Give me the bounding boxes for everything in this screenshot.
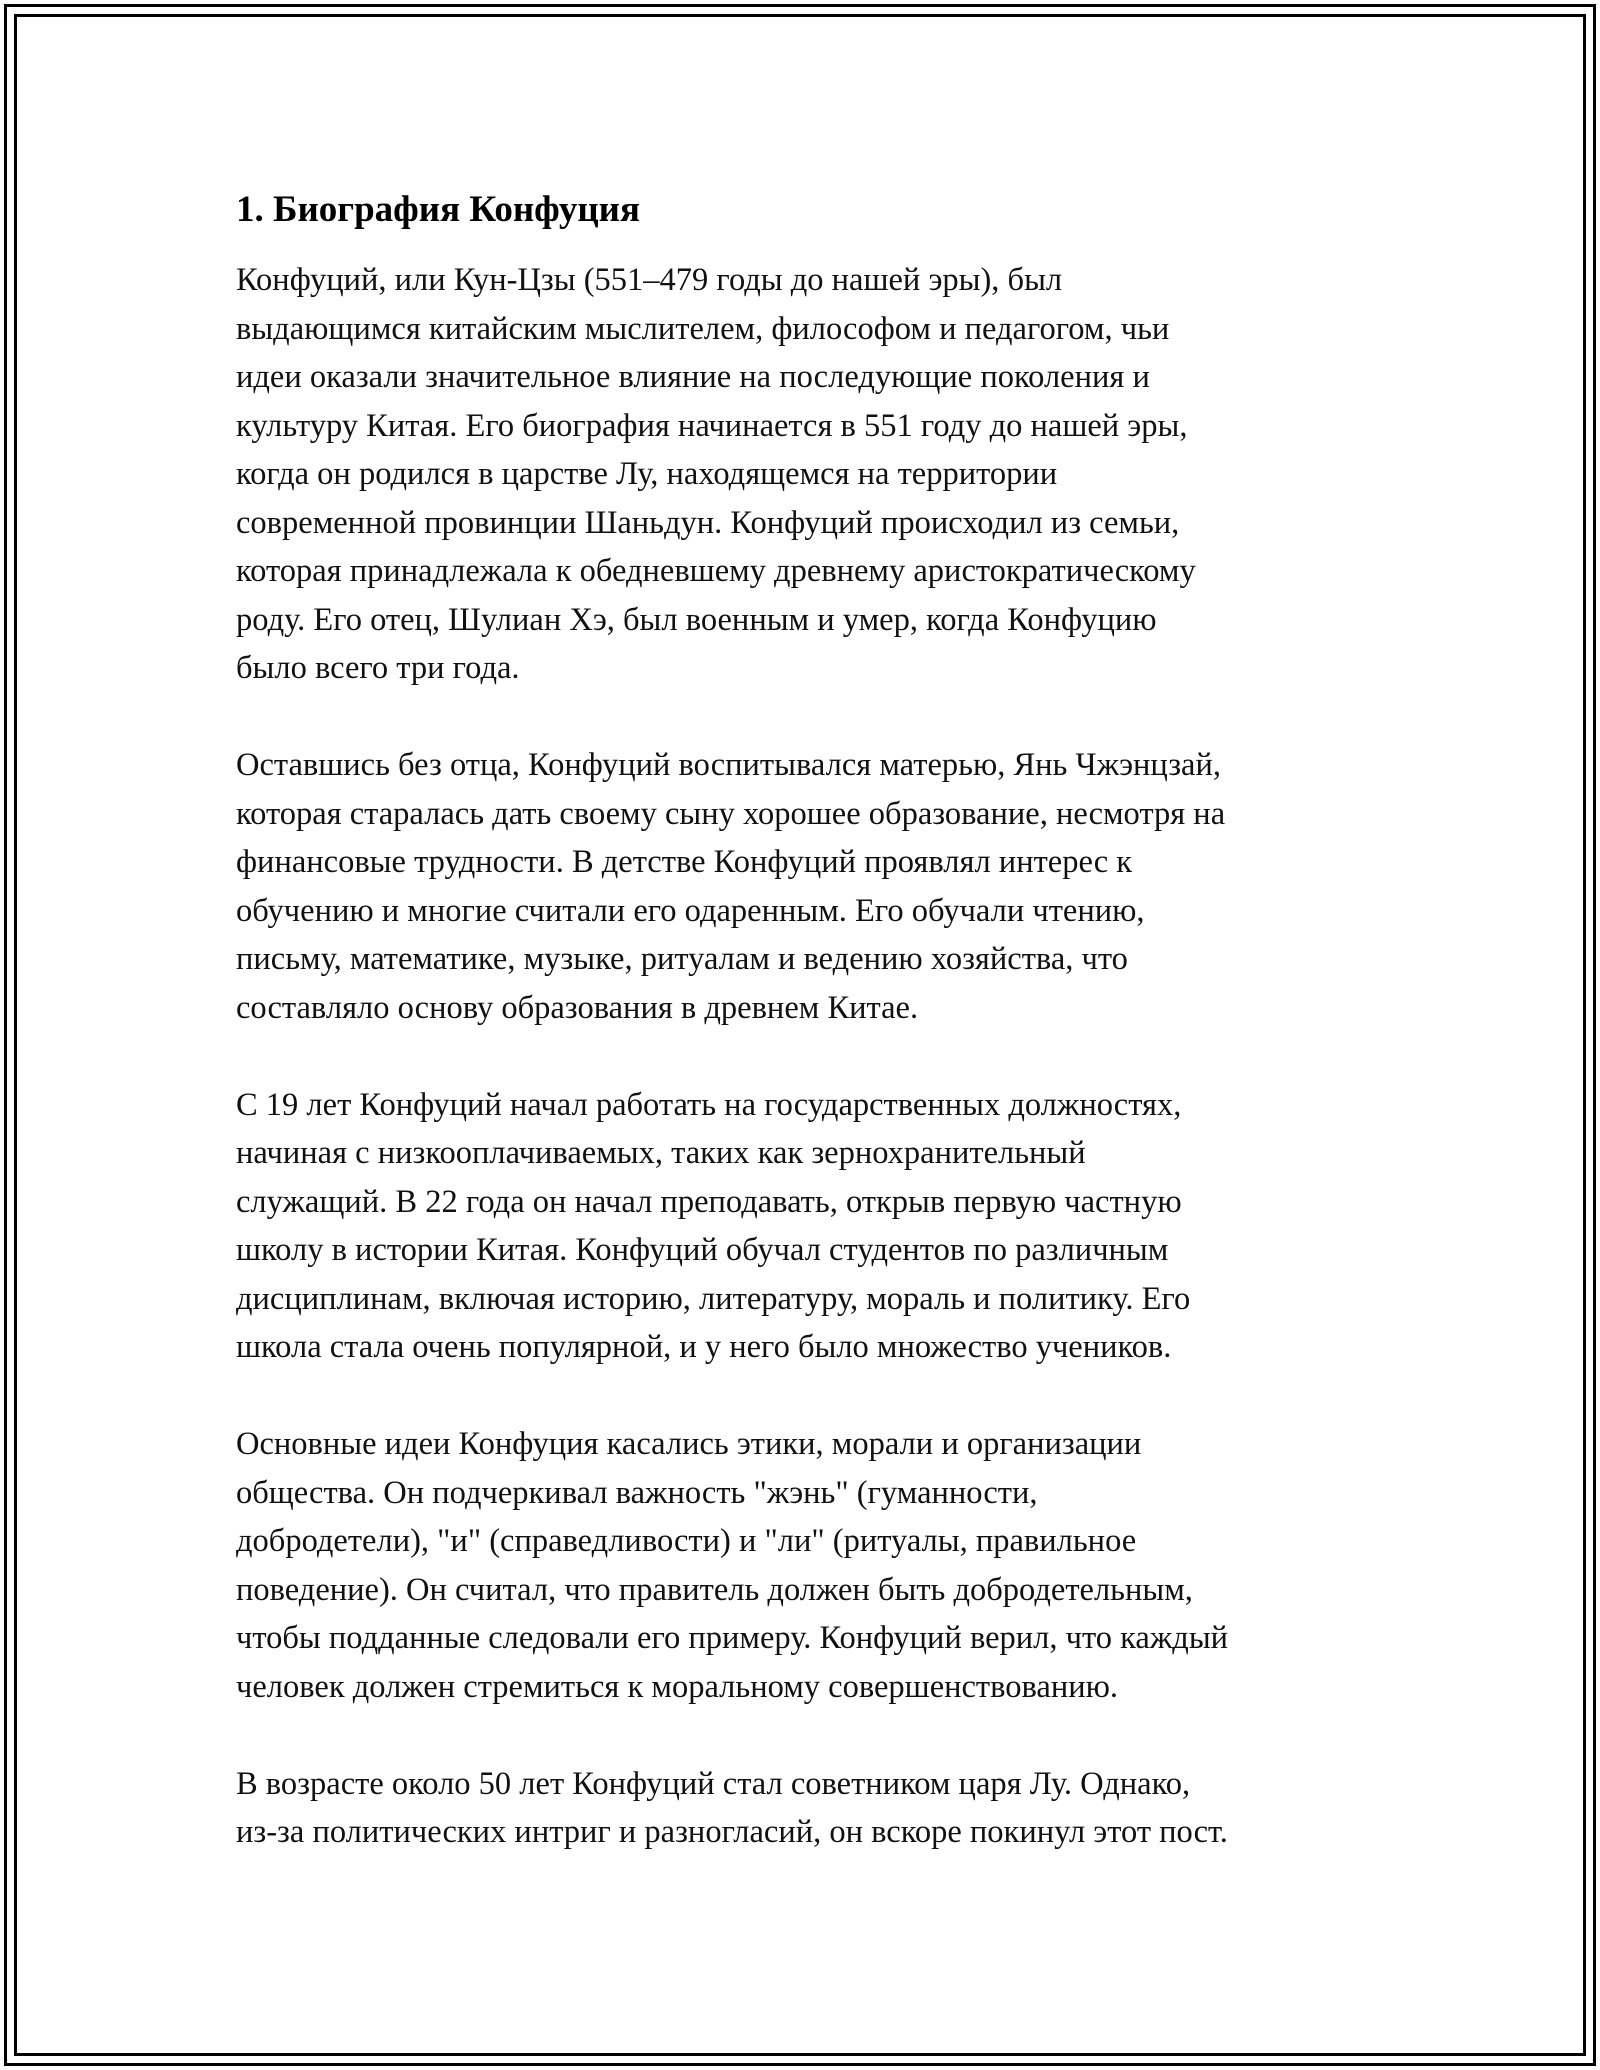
text-line: которая принадлежала к обедневшему древнему аристократическому (236, 553, 1196, 589)
section-heading: 1. Биография Конфуция (236, 189, 640, 230)
paragraph-1 (236, 256, 1376, 693)
text-line: С 19 лет Конфуций начал работать на государственных должностях, (236, 1086, 1182, 1123)
text-line: служащий. В 22 года он начал преподавать, открыв первую частную (236, 1183, 1182, 1220)
text-line: когда он родился в царстве Лу, находящемся на территории (236, 456, 1058, 492)
text-line: школа стала очень популярной, и у него было множество учеников. (236, 1329, 1172, 1365)
text-line: выдающимся китайским мыслителем, философом и педагогом, чьи (236, 310, 1170, 347)
text-line: Основные идеи Конфуция касались этики, морали и организации (236, 1426, 1142, 1462)
text-line: Конфуций, или Кун-Цзы (551–479 годы до нашей эры), был (236, 262, 1063, 298)
text-line: которая старалась дать своему сыну хорошее образование, несмотря на (236, 795, 1226, 832)
paragraph-3 (236, 1081, 1376, 1372)
text-line: из-за политических интриг и разногласий, он вскоре покинул этот пост. (236, 1814, 1228, 1850)
text-line: идеи оказали значительное влияние на последующие поколения и (236, 359, 1150, 395)
text-line: составляло основу образования в древнем Китае. (236, 989, 919, 1026)
text-line: Оставшись без отца, Конфуций воспитывался матерью, Янь Чжэнцзай, (236, 747, 1221, 783)
paragraph-4 (236, 1420, 1376, 1711)
text-line: дисциплинам, включая историю, литературу, мораль и политику. Его (236, 1280, 1191, 1317)
document-body (236, 186, 1376, 1905)
text-line: письму, математике, музыке, ритуалам и ведению хозяйства, что (236, 941, 1128, 977)
text-line: В возрасте около 50 лет Конфуций стал советником царя Лу. Однако, (236, 1765, 1191, 1802)
text-line: чтобы подданные следовали его примеру. Конфуций верил, что каждый (236, 1620, 1229, 1656)
text-line: человек должен стремиться к моральному совершенствованию. (236, 1668, 1119, 1705)
text-line: школу в истории Китая. Конфуций обучал студентов по различным (236, 1232, 1169, 1268)
text-line: обучению и многие считали его одаренным. Его обучали чтению, (236, 892, 1145, 929)
text-line: добродетели), "и" (справедливости) и "ли" (ритуалы, правильное (236, 1523, 1137, 1559)
text-line: поведение). Он считал, что правитель должен быть добродетельным, (236, 1571, 1193, 1608)
text-line: роду. Его отец, Шулиан Хэ, был военным и умер, когда Конфуцию (236, 601, 1157, 638)
paragraph-5 (236, 1760, 1376, 1857)
text-line: начиная с низкооплачиваемых, таких как зернохранительный (236, 1135, 1086, 1171)
text-line: культуру Китая. Его биография начинается в 551 году до нашей эры, (236, 407, 1188, 444)
text-line: финансовые трудности. В детстве Конфуций проявлял интерес к (236, 844, 1133, 880)
paragraph-2 (236, 741, 1376, 1032)
text-line: было всего три года. (236, 650, 520, 686)
text-line: современной провинции Шаньдун. Конфуций происходил из семьи, (236, 504, 1180, 541)
text-line: общества. Он подчеркивал важность "жэнь" (гуманности, (236, 1474, 1038, 1511)
